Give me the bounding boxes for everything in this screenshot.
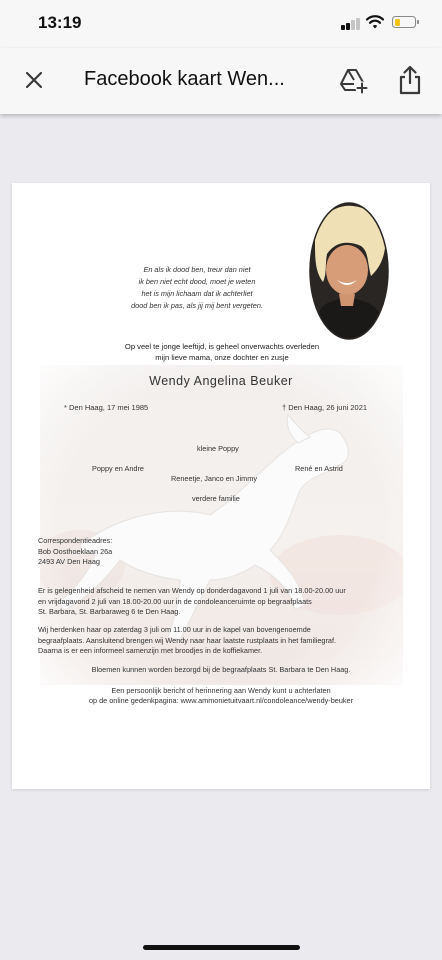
battery-level [395, 19, 401, 26]
intro-line: Op veel te jonge leeftijd, is geheel onverwachts overleden [124, 342, 320, 351]
paragraph-line: Er is gelegenheid afscheid te nemen van Wendy op donderdagavond 1 juli van 18.00-20.00 uur [38, 586, 346, 595]
intro-line: mijn lieve mama, onze dochter en zusje [155, 352, 289, 362]
poem-line: ik ben niet echt dood, moet je weten [138, 277, 256, 286]
closing-line: Een persoonlijk bericht of herinnering aan Wendy kunt u achterlaten [111, 686, 331, 695]
status-time: 13:19 [38, 13, 82, 32]
paragraph-line: begraafplaats. Aansluitend brengen wij Wendy naar haar laatste rustplaats in het familiegraf. [38, 635, 337, 645]
app-bar [0, 48, 442, 114]
wifi-icon [366, 14, 384, 30]
correspondence-line: 2493 AV Den Haag [38, 557, 100, 566]
share-icon[interactable] [396, 64, 424, 96]
birth-date: * Den Haag, 17 mei 1985 [64, 403, 149, 412]
poem-line: En als ik dood ben, treur dan niet [143, 265, 251, 274]
close-icon[interactable] [20, 66, 48, 94]
memorial-card [12, 183, 430, 789]
add-to-drive-icon[interactable] [337, 65, 369, 97]
paragraph-line: en vrijdagavond 2 juli van 18.00-20.00 uur in de condoleanceruimte op begraafplaats [38, 596, 312, 606]
signal-icon [341, 16, 361, 30]
paragraph-line: St. Barbara, St. Barbaraweg 6 te Den Haag. [38, 607, 181, 616]
paragraph-line: Wij herdenken haar op zaterdag 3 juli om 11.00 uur in de kapel van bovengenoemde [38, 625, 311, 634]
document-title: Facebook kaart Wen... [84, 68, 285, 90]
battery-icon [392, 16, 416, 28]
intro-text [32, 342, 412, 363]
correspondence-address [38, 536, 112, 568]
family-poppy-en-andre: Poppy en Andre [92, 464, 144, 473]
service-paragraph [38, 625, 336, 657]
poem [72, 264, 322, 312]
farewell-paragraph [38, 586, 346, 618]
death-date: † Den Haag, 26 juni 2021 [282, 403, 368, 412]
family-verdere-familie: verdere familie [192, 494, 240, 503]
family-kleine-poppy: kleine Poppy [197, 444, 239, 453]
home-indicator[interactable] [143, 945, 300, 950]
poem-line: dood ben ik pas, als jij mij bent vergeten. [131, 301, 263, 310]
closing-line: op de online gedenkpagina: www.ammonietuitvaart.nl/condoleance/wendy-beuker [88, 696, 354, 705]
paragraph-line: Daarna is er een informeel samenzijn met broodjes in de koffiekamer. [38, 646, 263, 655]
poem-line: het is mijn lichaam dat ik achterliet [141, 289, 253, 298]
status-bar [0, 0, 442, 48]
correspondence-line: Bob Oosthoeklaan 26a [38, 546, 113, 556]
deceased-name: Wendy Angelina Beuker [149, 374, 293, 388]
family-reneetje-janco-jimmy: Reneetje, Janco en Jimmy [171, 474, 257, 483]
correspondence-line: Correspondentieadres: [38, 536, 113, 545]
flowers-note: Bloemen kunnen worden bezorgd bij de begraafplaats St. Barbara te Den Haag. [91, 665, 351, 674]
family-rene-en-astrid: René en Astrid [295, 464, 343, 473]
